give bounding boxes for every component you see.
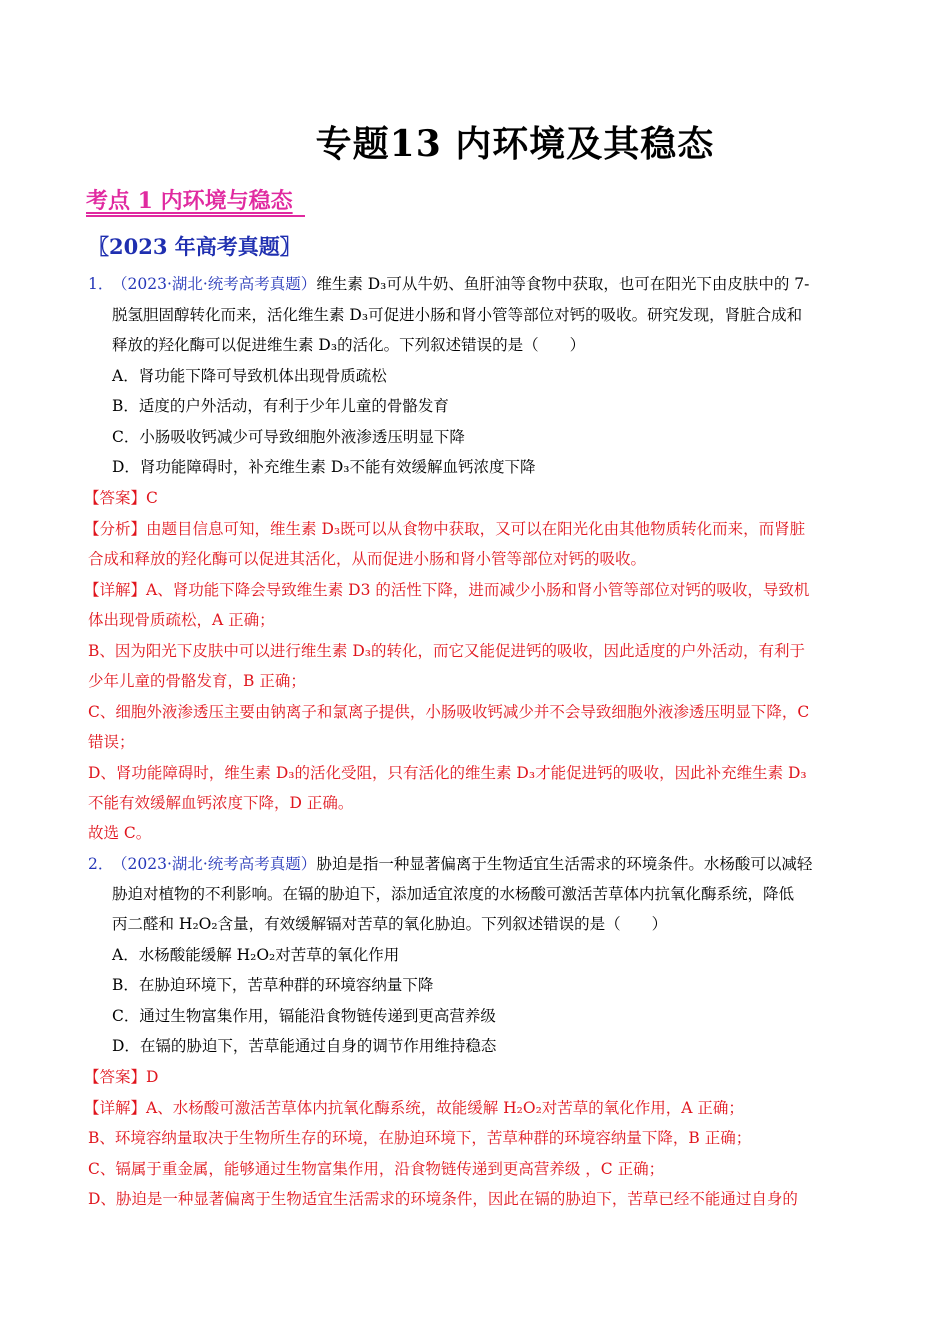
question-number: 1． xyxy=(88,275,114,293)
detail-line-5: C、细胞外液渗透压主要由钠离子和氯离子提供，小肠吸收钙减少并不会导致细胞外液渗透压明显下降，C xyxy=(88,703,810,721)
option-b: B．适度的户外活动，有利于少年儿童的骨骼发育 xyxy=(112,397,449,415)
option-d: D．在镉的胁迫下，苦草能通过自身的调节作用维持稳态 xyxy=(112,1037,497,1055)
question-2-line-1 xyxy=(88,853,812,875)
answer-value: C xyxy=(146,489,158,507)
question-1-line-3: 释放的羟化酶可以促进维生素 D₃的活化。下列叙述错误的是（ ） xyxy=(112,336,586,354)
detail-text: A、肾功能下降会导致维生素 D3 的活性下降，进而减少小肠和肾小管等部位对钙的吸收，导致机 xyxy=(146,581,810,599)
analysis-line-1 xyxy=(84,518,805,540)
option-a: A．肾功能下降可导致机体出现骨质疏松 xyxy=(112,367,387,385)
analysis-text: 由题目信息可知，维生素 D₃既可以从食物中获取，又可以在阳光化由其他物质转化而来，而肾脏 xyxy=(146,520,806,538)
question-text: 维生素 D₃可从牛奶、鱼肝油等食物中获取，也可在阳光下由皮肤中的 7- xyxy=(316,275,810,293)
detail-line-7: D、肾功能障碍时，维生素 D₃的活化受阻，只有活化的维生素 D₃才能促进钙的吸收，因此补充维生素 D₃ xyxy=(88,764,807,782)
question-text: 胁迫是指一种显著偏离于生物适宜生活需求的环境条件。水杨酸可以减轻 xyxy=(316,855,813,873)
answer-line xyxy=(84,1066,158,1088)
option-a: A．水杨酸能缓解 H₂O₂对苦草的氧化作用 xyxy=(112,946,400,964)
page-title: 专题13 内环境及其稳态 xyxy=(315,123,715,165)
detail-tag: 【详解】 xyxy=(84,581,147,599)
question-source: （2023·湖北·统考高考真题） xyxy=(112,855,317,873)
detail-line-2: 体出现骨质疏松，A 正确； xyxy=(88,611,275,629)
detail-line-4: D、胁迫是一种显著偏离于生物适宜生活需求的环境条件，因此在镉的胁迫下，苦草已经不能通过自身的 xyxy=(88,1190,798,1208)
answer-tag: 【答案】 xyxy=(84,1068,147,1086)
question-1-line-2: 脱氢胆固醇转化而来，活化维生素 D₃可促进小肠和肾小管等部位对钙的吸收。研究发现，肾脏合成和 xyxy=(112,306,803,324)
conclusion-line: 故选 C。 xyxy=(88,824,152,842)
detail-line-8: 不能有效缓解血钙浓度下降，D 正确。 xyxy=(88,794,354,812)
option-d: D．肾功能障碍时，补充维生素 D₃不能有效缓解血钙浓度下降 xyxy=(112,458,536,476)
section-heading: 〖2023 年高考真题〗 xyxy=(88,234,301,259)
option-b: B．在胁迫环境下，苦草种群的环境容纳量下降 xyxy=(112,976,434,994)
detail-text: A、水杨酸可激活苦草体内抗氧化酶系统，故能缓解 H₂O₂对苦草的氧化作用，A 正确； xyxy=(146,1099,744,1117)
topic-heading: 考点 1 内环境与稳态 xyxy=(86,187,305,217)
question-1-line-1 xyxy=(88,273,809,295)
detail-line-1 xyxy=(84,579,809,601)
detail-line-3: C、镉属于重金属，能够通过生物富集作用，沿食物链传递到更高营养级 ，C 正确； xyxy=(88,1160,665,1178)
question-2-line-3: 丙二醛和 H₂O₂含量，有效缓解镉对苦草的氧化胁迫。下列叙述错误的是（ ） xyxy=(112,915,668,933)
analysis-tag: 【分析】 xyxy=(84,520,147,538)
question-2-line-2: 胁迫对植物的不利影响。在镉的胁迫下，添加适宜浓度的水杨酸可激活苦草体内抗氧化酶系统，降低 xyxy=(112,885,795,903)
analysis-line-2: 合成和释放的羟化酶可以促进其活化，从而促进小肠和肾小管等部位对钙的吸收。 xyxy=(88,550,647,568)
question-source: （2023·湖北·统考高考真题） xyxy=(112,275,317,293)
detail-tag: 【详解】 xyxy=(84,1099,147,1117)
detail-line-2: B、环境容纳量取决于生物所生存的环境，在胁迫环境下，苦草种群的环境容纳量下降，B 正确； xyxy=(88,1129,752,1147)
answer-tag: 【答案】 xyxy=(84,489,147,507)
detail-line-4: 少年儿童的骨骼发育，B 正确； xyxy=(88,672,306,690)
question-number: 2． xyxy=(88,855,114,873)
answer-line xyxy=(84,487,158,509)
detail-line-3: B、因为阳光下皮肤中可以进行维生素 D₃的转化，而它又能促进钙的吸收，因此适度的户外活动，有利于 xyxy=(88,642,805,660)
option-c: C．小肠吸收钙减少可导致细胞外液渗透压明显下降 xyxy=(112,428,465,446)
detail-line-6: 错误； xyxy=(88,733,135,751)
answer-value: D xyxy=(146,1068,159,1086)
detail-line-1 xyxy=(84,1097,744,1119)
option-c: C．通过生物富集作用，镉能沿食物链传递到更高营养级 xyxy=(112,1007,496,1025)
